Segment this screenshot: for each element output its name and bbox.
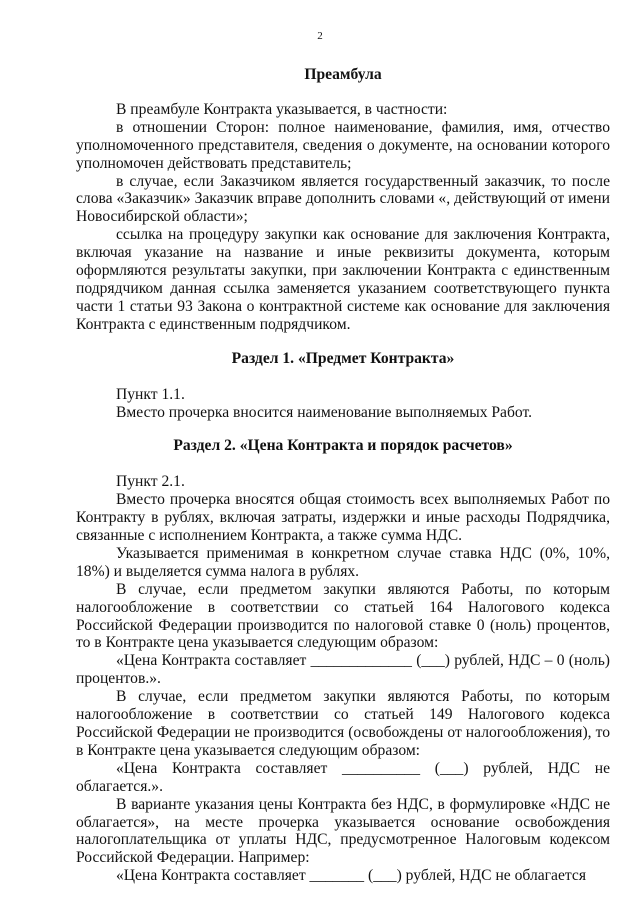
paragraph: Указывается применимая в конкретном случае ставка НДС (0%, 10%, 18%) и выделяется сумма налога в рублях. <box>76 544 610 580</box>
paragraph: В случае, если предметом закупки являются Работы, по которым налогообложение в соответствии со статьей 164 Налогового кодекса Российской Федерации производится по налоговой ставке 0 (ноль) процентов, то в Контракте цена указывается следующим образом: <box>76 580 610 652</box>
paragraph: в отношении Сторон: полное наименование, фамилия, имя, отчество уполномоченного представителя, сведения о документе, на основании которого уполномочен действовать представитель; <box>76 118 610 172</box>
paragraph: Пункт 2.1. <box>116 473 185 491</box>
heading-section-2: Раздел 2. «Цена Контракта и порядок расчетов» <box>173 437 513 455</box>
page-number: 2 <box>317 30 323 42</box>
paragraph: В варианте указания цены Контракта без НДС, в формулировке «НДС не облагается», на месте прочерка указывается основание освобождения налогоплательщика от уплаты НДС, предусмотренное Налоговым кодексом Российской Федерации. Например: <box>76 795 610 867</box>
paragraph: ссылка на процедуру закупки как основание для заключения Контракта, включая указание на название и иные реквизиты документа, которым оформляются результаты закупки, при заключении Контракта с единственным подрядчиком данная ссылка заменяется указанием соответствующего пункта части 1 статьи 93 Закона о контрактной системе как основание для заключения Контракта с единственным подрядчиком. <box>76 226 610 333</box>
paragraph: В преамбуле Контракта указывается, в частности: <box>116 100 448 118</box>
paragraph: в случае, если Заказчиком является государственный заказчик, то после слова «Заказчик» Заказчик вправе дополнить словами «, действующий от имени Новосибирской области»; <box>76 172 610 226</box>
paragraph: Вместо прочерка вносится наименование выполняемых Работ. <box>116 403 533 421</box>
heading-preamble: Преамбула <box>304 66 382 83</box>
document-body <box>76 66 610 885</box>
paragraph: «Цена Контракта составляет _______ (___) рублей, НДС не облагается <box>116 867 586 885</box>
paragraph: Вместо прочерка вносятся общая стоимость всех выполняемых Работ по Контракту в рублях, включая затраты, издержки и иные расходы Подрядчика, связанные с исполнением Контракта, а также сумма НДС. <box>76 491 610 545</box>
paragraph: «Цена Контракта составляет __________ (___) рублей, НДС не облагается.». <box>76 759 610 795</box>
paragraph: В случае, если предметом закупки являются Работы, по которым налогообложение в соответствии со статьей 149 Налогового кодекса Российской Федерации не производится (освобождены от налогообложения), то в Контракте цена указывается следующим образом: <box>76 688 610 759</box>
paragraph: Пункт 1.1. <box>116 385 185 403</box>
paragraph: «Цена Контракта составляет _____________ (___) рублей, НДС – 0 (ноль) процентов.». <box>76 652 610 688</box>
heading-section-1: Раздел 1. «Предмет Контракта» <box>231 349 455 367</box>
